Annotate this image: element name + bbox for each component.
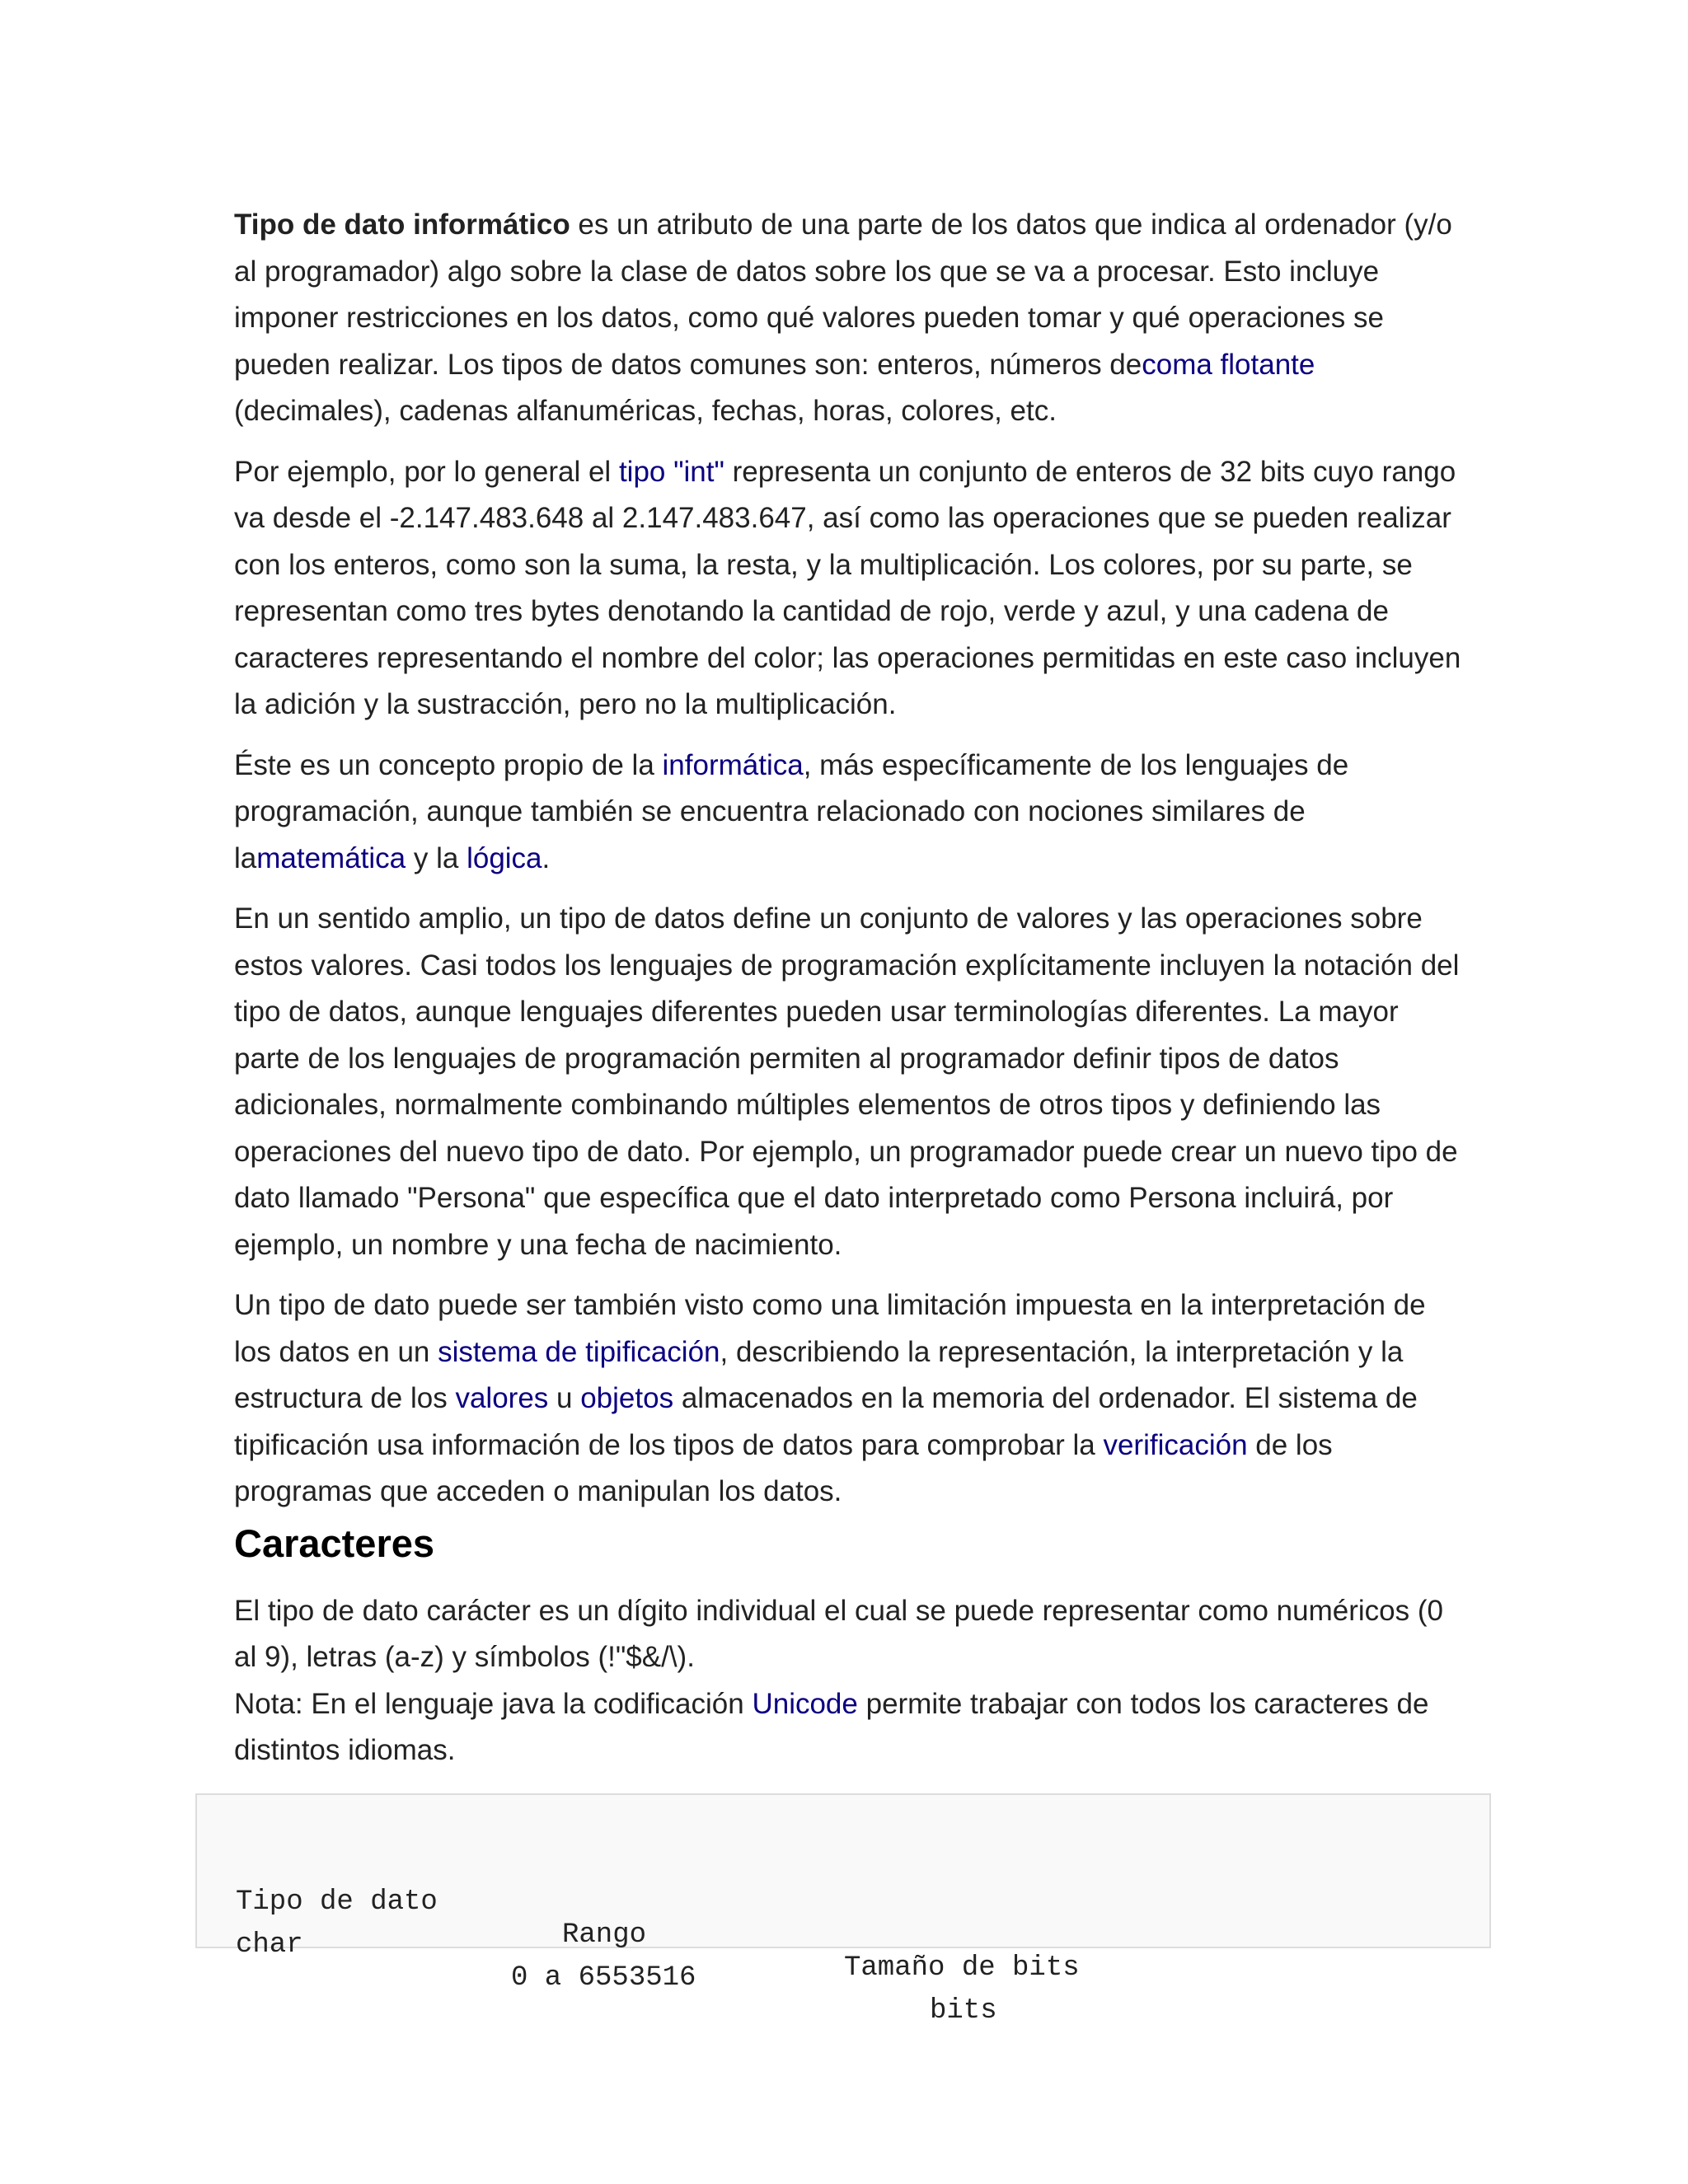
type-system-paragraph: Un tipo de dato puede ser también visto como una limitación impuesta en la interpretación de los datos en un sistema de tipificación, describiendo la representación, la interpretación y la estructura de los valores u objetos almacenados en la memoria del ordenador. El sistema de tipificación usa información de los tipos de datos para comprobar la verificación de los programas que acceden o manipulan los datos. — [234, 1289, 1426, 1507]
concept-paragraph: Éste es un concepto propio de la informática, más específicamente de los lenguajes de programación, aunque también se encuentra relacionado con nociones similares de lamatemática y la lógica. — [234, 748, 1349, 874]
code-header-rango: Rango — [562, 1919, 647, 1951]
section-heading-caracteres: Caracteres — [234, 1521, 435, 1565]
link-informatica[interactable]: informática — [662, 748, 804, 781]
link-unicode[interactable]: Unicode — [752, 1687, 858, 1720]
broad-sense-paragraph: En un sentido amplio, un tipo de datos define un conjunto de valores y las operaciones sobre estos valores. Casi todos los lenguajes de programación explícitamente incluyen la notación del tipo de datos, aunque lenguajes diferentes pueden usar terminologías diferentes. La mayor parte de los lenguajes de programación permiten al programador definir tipos de datos adicionales, normalmente combinando múltiples elementos de otros tipos y definiendo las operaciones del nuevo tipo de dato. Por ejemplo, un programador puede crear un nuevo tipo de dato llamado "Persona" que específica que el dato interpretado como Persona incluirá, por ejemplo, un nombre y una fecha de nacimiento. — [234, 902, 1460, 1261]
link-sistema-tipificacion[interactable]: sistema de tipificación — [438, 1335, 720, 1368]
term-bold: Tipo de dato informático — [234, 209, 570, 241]
link-coma-flotante[interactable]: coma flotante — [1142, 348, 1315, 381]
article-body — [234, 202, 1470, 1788]
code-cell-range: 0 a 6553516 — [511, 1962, 696, 1994]
link-valores[interactable]: valores — [455, 1382, 549, 1414]
code-cell-type: char — [236, 1929, 303, 1961]
link-tipo-int[interactable]: tipo "int" — [618, 455, 724, 488]
intro-paragraph: Tipo de dato informático es un atributo de una parte de los datos que indica al ordenador (y/o al programador) algo sobre la clase de datos sobre los que se va a procesar. Esto incluye imponer restricciones en los datos, como qué valores pueden tomar y qué operaciones se pueden realizar. Los tipos de datos comunes son: enteros, números decoma flotante (decimales), cadenas alfanuméricas, fechas, horas, colores, etc. — [234, 209, 1452, 427]
link-objetos[interactable]: objetos — [580, 1382, 674, 1414]
code-header-tipo: Tipo de dato — [236, 1886, 438, 1918]
note-paragraph: Nota: En el lenguaje java la codificación Unicode permite trabajar con todos los caracteres de distintos idiomas. — [234, 1687, 1429, 1766]
link-verificacion[interactable]: verificación — [1103, 1428, 1248, 1461]
link-matematica[interactable]: matemática — [256, 841, 406, 874]
code-block — [195, 1793, 1491, 2027]
example-paragraph: Por ejemplo, por lo general el tipo "int" representa un conjunto de enteros de 32 bits cuyo rango va desde el -2.147.483.648 al 2.147.483.647, así como las operaciones que se pueden realizar con los enteros, como son la suma, la resta, y la multiplicación. Los colores, por su parte, se representan como tres bytes denotando la cantidad de rojo, verde y azul, y una cadena de caracteres representando el nombre del color; las operaciones permitidas en este caso incluyen la adición y la sustracción, pero no la multiplicación. — [234, 455, 1461, 720]
code-cell-bits: bits — [930, 1995, 997, 2027]
caracteres-paragraph: El tipo de dato carácter es un dígito individual el cual se puede representar como numéricos (0 al 9), letras (a-z) y símbolos (!"$&/\). — [234, 1594, 1443, 1673]
code-header-tamano: Tamaño de bits — [844, 1952, 1080, 1984]
link-logica[interactable]: lógica — [467, 841, 542, 874]
